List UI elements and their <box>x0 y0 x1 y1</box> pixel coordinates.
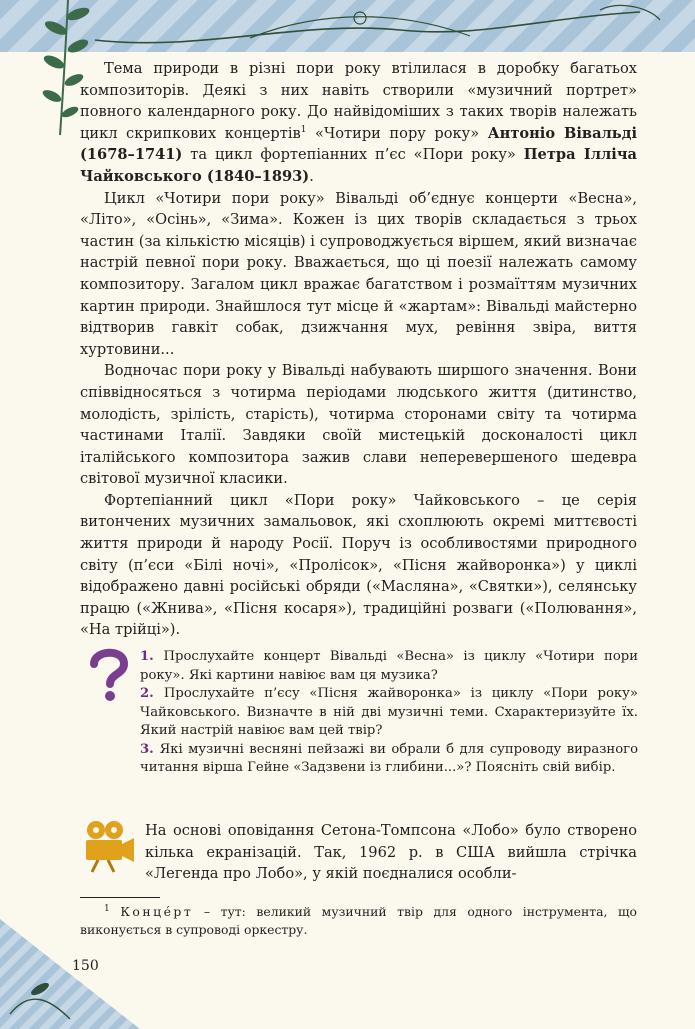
footnote-divider <box>80 897 160 898</box>
questions-box <box>140 648 638 778</box>
paragraph-1: Тема природи в різні пори року втілилася в доробку багатьох композиторів. Деякі з них навіть створили «музичний портрет» повного календарного року. До найвідоміших з таких творів належать цикл скрипкових концертів$^1$ «Чотири пору року» Антоніо Вівальді (1678–1741) та цикл фортепіанних п’єс «Пори року» Петра Ілліча Чайковського (1840–1893). <box>80 60 637 185</box>
question-text: Прослухайте концерт Вівальді «Весна» із циклу «Чотири пори року». Які картини навіює вам ця музика? <box>140 649 639 683</box>
question-number: 2. <box>140 686 164 701</box>
question-number: 3. <box>140 741 160 757</box>
top-decorative-band <box>0 0 695 52</box>
page-number: 150 <box>72 958 99 974</box>
paragraph-4: Фортепіанний цикл «Пори року» Чайковського – це серія витончених музичних замальовок, які схоплюють окремі миттєвості життя природи й народу Росії. Поруч із особливостями природного світу (п’єси «Білі ночі», «Пролісок», «Пісня жайворонка») у циклі відображено давні російські обряди («Масляна», «Святки»), селянську працю («Жнива», «Пісня косаря»), традиційні розваги («Полювання», «На трійці»). <box>80 491 637 639</box>
question-1 <box>140 648 638 685</box>
paragraph-3: Водночас пори року у Вівальді набувають ширшого значення. Вони співвідносяться з чотирма періодами людського життя (дитинство, молодість, зрілість, старість), чотирма сторонами світу та чотирма частинами Італії. Завдяки своїй мистецькій досконалості цикл італійського композитора зажив слави неперевершеного шедевра світової музичної класики. <box>80 362 637 488</box>
footnote-text: – тут: великий музичний твір для одного інструмента, що виконується в супроводі оркестру. <box>80 904 637 937</box>
question-text: Прослухайте п’єсу «Пісня жайворонка» із циклу «Пори року» Чайковського. Визначте в ній дві музичні теми. Схарактеризуйте їх. Який настрій навіює вам цей твір? <box>140 686 638 738</box>
paragraph-2: Цикл «Чотири пори року» Вівальді об’єднує концерти «Весна», «Літо», «Осінь», «Зима». Кожен із цих творів складається з трьох частин (за кількістю місяців) і супроводжується віршем, який визначає настрій певної пори року. Вважається, що ці поезії належать самому композитору. Загалом цикл вражає багатством і розмаїттям музичних картин природи. Знайшлося тут місце й «жартам»: Вівальді майстерно відтворив гавкіт собак, дзижчання мух, ревіння звіра, виття хуртовини... <box>80 189 637 358</box>
footnote <box>80 903 637 939</box>
footnote-term: Концéрт <box>120 904 194 919</box>
question-number: 1. <box>140 649 164 664</box>
question-text: Які музичні весняні пейзажі ви обрали б для супроводу виразного читання вірша Гейне «Задзвени із глибини...»? Поясніть свій вибір. <box>140 741 639 775</box>
film-paragraph: На основі оповідання Сетона-Томпсона «Лобо» було створено кілька екранізацій. Так, 1962 р. в США вийшла стрічка «Легенда про Лобо», у якій поєдналися особли- <box>145 822 637 883</box>
film-camera-icon <box>80 818 136 874</box>
question-mark-icon <box>84 646 132 702</box>
main-text <box>80 58 637 641</box>
footnote-mark: 1 <box>104 903 110 914</box>
question-2 <box>140 685 638 741</box>
question-3 <box>140 741 638 778</box>
bottom-corner-ornament <box>0 919 140 1029</box>
floral-ornament-icon <box>0 0 695 52</box>
